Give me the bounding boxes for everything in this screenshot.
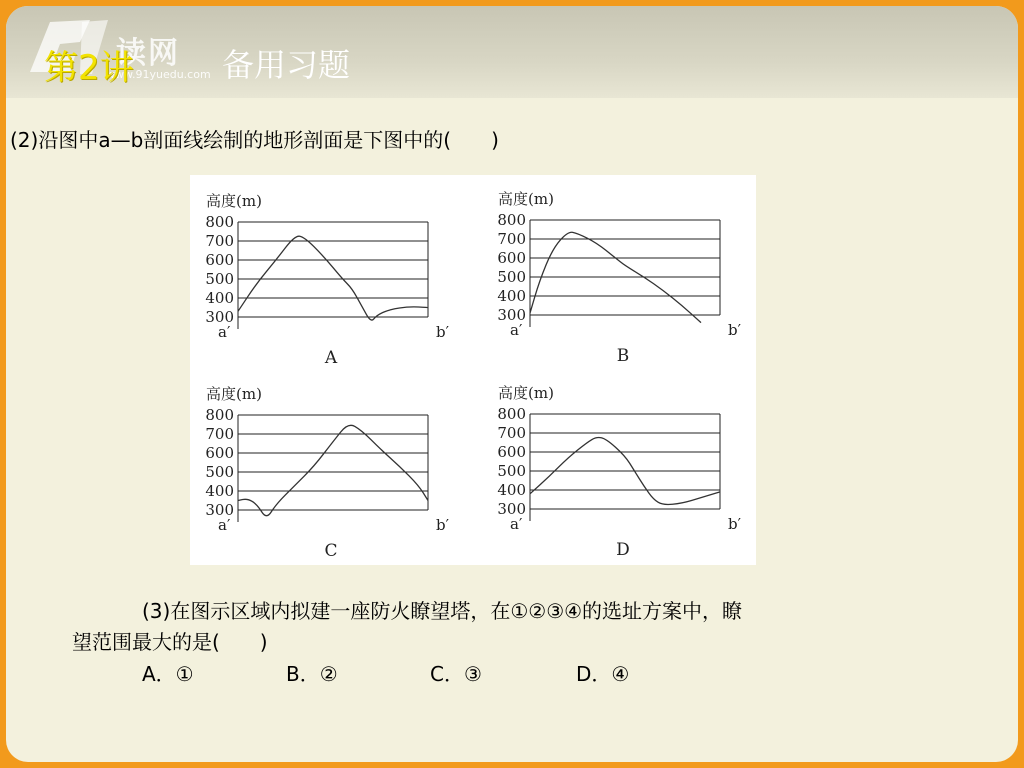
profile-panel-C bbox=[205, 385, 449, 561]
y-tick-label: 300 bbox=[205, 308, 234, 326]
y-tick-label: 600 bbox=[497, 249, 526, 267]
y-tick-label: 400 bbox=[205, 289, 234, 307]
profile-panel-B bbox=[497, 190, 741, 366]
y-tick-label: 500 bbox=[497, 268, 526, 286]
lecture-label: 第2讲 bbox=[44, 48, 134, 88]
y-tick-label: 300 bbox=[205, 501, 234, 519]
question-3-text-line2: 望范围最大的是( ) bbox=[72, 630, 268, 654]
panel-label: B bbox=[616, 346, 630, 366]
y-tick-label: 500 bbox=[205, 270, 234, 288]
x-start-label: a′ bbox=[510, 321, 523, 339]
panel-label: C bbox=[324, 541, 338, 561]
y-tick-label: 700 bbox=[497, 424, 526, 442]
y-tick-label: 500 bbox=[205, 463, 234, 481]
option-b[interactable]: B．② bbox=[286, 662, 338, 686]
header-band bbox=[6, 6, 1018, 98]
y-axis-label: 高度(m) bbox=[498, 190, 554, 208]
y-tick-label: 800 bbox=[497, 211, 526, 229]
y-tick-label: 400 bbox=[497, 481, 526, 499]
x-end-label: b′ bbox=[436, 516, 450, 534]
y-tick-label: 400 bbox=[205, 482, 234, 500]
profile-line bbox=[238, 425, 428, 515]
y-tick-label: 300 bbox=[497, 500, 526, 518]
logo-url: www.91yuedu.com bbox=[106, 68, 211, 81]
y-tick-label: 600 bbox=[205, 444, 234, 462]
section-title: 备用习题 bbox=[222, 46, 351, 84]
slide bbox=[6, 6, 1018, 762]
profile-charts-svg bbox=[190, 175, 756, 565]
profile-panel-D bbox=[497, 384, 741, 560]
y-tick-label: 800 bbox=[497, 405, 526, 423]
panel-label: D bbox=[616, 540, 630, 560]
y-tick-label: 500 bbox=[497, 462, 526, 480]
profile-panel-A bbox=[205, 192, 449, 368]
y-tick-label: 600 bbox=[205, 251, 234, 269]
y-tick-label: 600 bbox=[497, 443, 526, 461]
x-start-label: a′ bbox=[218, 323, 231, 341]
y-tick-label: 800 bbox=[205, 406, 234, 424]
y-tick-label: 700 bbox=[497, 230, 526, 248]
profile-line bbox=[238, 236, 428, 320]
y-tick-label: 800 bbox=[205, 213, 234, 231]
y-axis-label: 高度(m) bbox=[206, 385, 262, 403]
x-end-label: b′ bbox=[436, 323, 450, 341]
question-2-text: (2)沿图中a—b剖面线绘制的地形剖面是下图中的( ) bbox=[10, 128, 499, 152]
option-c[interactable]: C．③ bbox=[430, 662, 482, 686]
logo-text: 读网 bbox=[116, 36, 180, 71]
y-tick-label: 700 bbox=[205, 425, 234, 443]
option-d[interactable]: D．④ bbox=[576, 662, 630, 686]
y-axis-label: 高度(m) bbox=[498, 384, 554, 402]
x-end-label: b′ bbox=[728, 321, 742, 339]
panel-label: A bbox=[324, 348, 338, 368]
y-tick-label: 700 bbox=[205, 232, 234, 250]
y-tick-label: 400 bbox=[497, 287, 526, 305]
x-end-label: b′ bbox=[728, 515, 742, 533]
y-axis-label: 高度(m) bbox=[206, 192, 262, 210]
question-3-text-line1: (3)在图示区域内拟建一座防火瞭望塔，在①②③④的选址方案中，瞭 bbox=[142, 599, 743, 623]
x-start-label: a′ bbox=[218, 516, 231, 534]
option-a[interactable]: A．① bbox=[142, 662, 194, 686]
y-tick-label: 300 bbox=[497, 306, 526, 324]
profile-figure bbox=[190, 175, 756, 565]
x-start-label: a′ bbox=[510, 515, 523, 533]
